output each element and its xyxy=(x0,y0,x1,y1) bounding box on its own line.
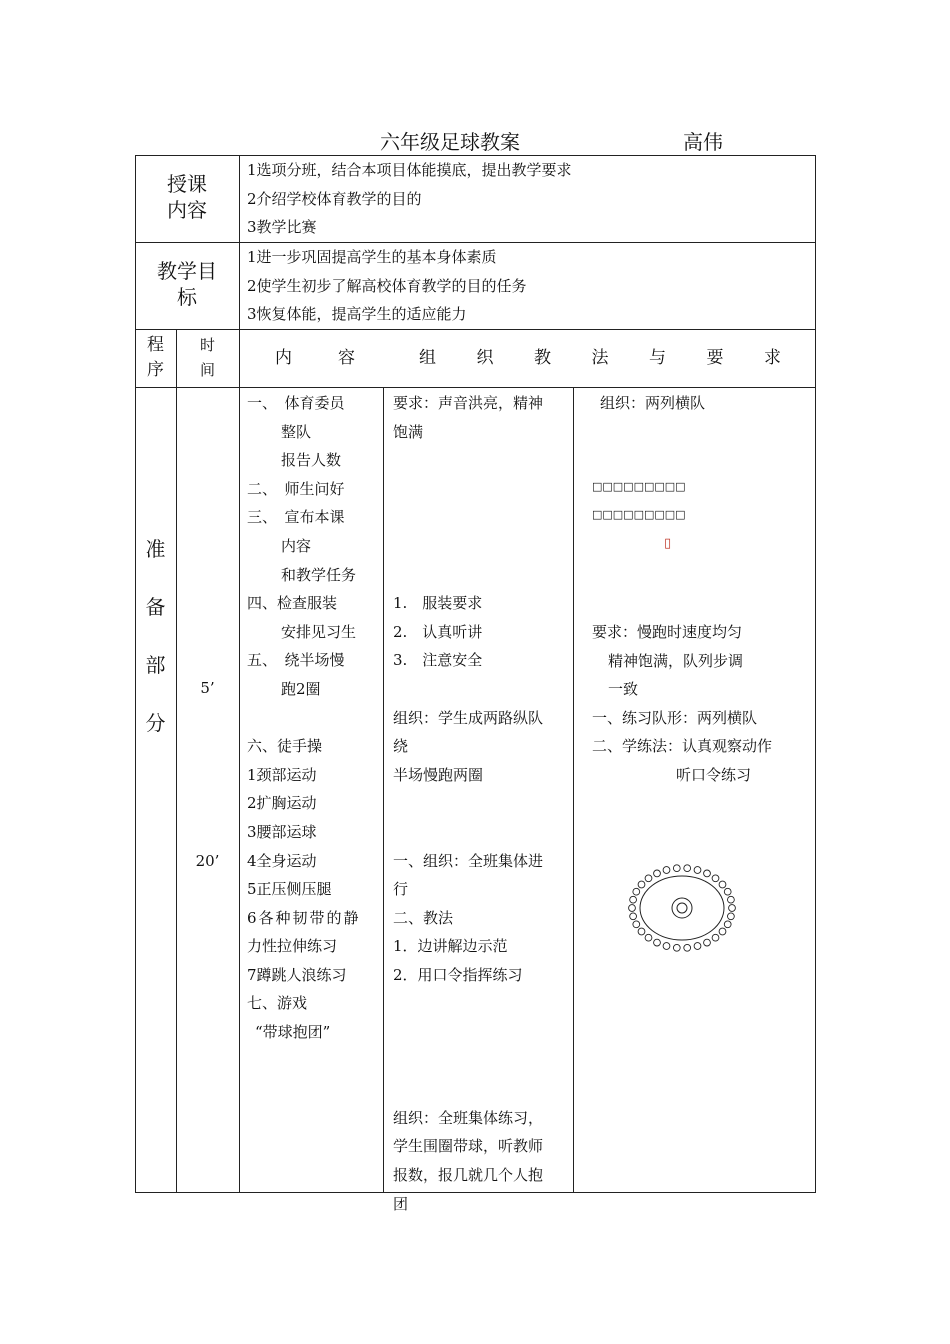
content-line: 七、游戏 xyxy=(247,994,308,1013)
content-line: 六、徒手操 xyxy=(247,737,323,756)
header-org-char: 求 xyxy=(764,348,781,368)
content-line: 7蹲跳人浪练习 xyxy=(247,965,347,984)
goal-item: 2使学生初步了解高校体育教学的目的任务 xyxy=(247,276,527,295)
content-line: 一、 体育委员 xyxy=(247,394,345,412)
header-seq xyxy=(135,333,176,383)
student-dot xyxy=(645,875,652,882)
student-dot xyxy=(684,865,691,872)
section-char: 准 xyxy=(145,537,166,561)
student-dot xyxy=(629,905,636,912)
header-org-char: 组 xyxy=(419,348,436,368)
header-time xyxy=(176,333,239,383)
header-content-b: 容 xyxy=(338,348,355,368)
content-line: 跑2圈 xyxy=(281,679,321,698)
content-line: 五、 绕半场慢 xyxy=(247,651,345,670)
org-req-line: 一、练习队形：两列横队 xyxy=(592,708,758,727)
method-line: 组织：学生成两路纵队 xyxy=(393,708,544,727)
org-req-line: 二、学练法：认真观察动作 xyxy=(592,737,773,756)
student-dot xyxy=(712,934,719,941)
student-dot xyxy=(663,943,670,950)
content-line: 整队 xyxy=(281,422,312,441)
method-line xyxy=(393,475,571,504)
method-line: 组织：全班集体练习， xyxy=(393,1108,544,1127)
method-line xyxy=(393,446,571,475)
method-line: 二、教法 xyxy=(393,908,454,927)
header-content-a: 内 xyxy=(275,348,292,368)
student-dot xyxy=(684,944,691,951)
student-dot xyxy=(633,921,640,928)
student-dot xyxy=(638,881,645,888)
student-dot xyxy=(694,867,701,874)
method-line: 行 xyxy=(393,880,409,899)
section-char: 部 xyxy=(145,653,166,677)
circle-formation-diagram xyxy=(626,862,738,954)
teacher-marker-icon: ▯ xyxy=(664,536,672,551)
header-org-char: 要 xyxy=(706,348,724,368)
student-dot xyxy=(663,867,670,874)
student-dot xyxy=(704,939,711,946)
method-line xyxy=(393,675,571,704)
method-line xyxy=(393,561,571,590)
course-items xyxy=(247,156,572,242)
method-line xyxy=(393,818,571,847)
course-item: 3教学比赛 xyxy=(247,218,317,237)
header-seq-b: 序 xyxy=(147,360,164,380)
formation-row-2: □□□□□□□□□ xyxy=(592,508,686,521)
circle-boundary xyxy=(640,876,724,940)
content-column xyxy=(247,389,381,1047)
org-requirements xyxy=(592,618,812,790)
goals-label-a: 教学目 xyxy=(157,259,217,283)
student-dot xyxy=(728,913,735,920)
student-dot xyxy=(719,881,726,888)
student-dot xyxy=(704,870,711,877)
org-req-line: 一致 xyxy=(608,680,639,699)
header-org-char: 与 xyxy=(649,348,666,368)
org-req-line: 精神饱满，队列步调 xyxy=(608,651,744,670)
method-line xyxy=(393,1018,571,1047)
method-line xyxy=(393,789,571,818)
goal-item: 1进一步巩固提高学生的基本身体素质 xyxy=(247,248,497,266)
content-line: 报告人数 xyxy=(281,451,342,470)
student-dot xyxy=(654,939,661,946)
content-line: 2扩胸运动 xyxy=(247,794,317,813)
content-line: 内容 xyxy=(281,536,312,555)
method-line: 饱满 xyxy=(393,422,424,441)
goals-items xyxy=(247,243,527,329)
goals-label-b: 标 xyxy=(177,285,197,309)
header-seq-a: 程 xyxy=(147,335,164,355)
content-line xyxy=(247,704,381,733)
method-line: 团 xyxy=(393,1194,409,1213)
header-content xyxy=(275,345,355,371)
goal-item: 3恢复体能，提高学生的适应能力 xyxy=(247,305,467,324)
goals-label xyxy=(135,258,239,310)
method-line: 2．用口令指挥练习 xyxy=(393,965,523,984)
method-column xyxy=(393,389,571,1218)
header-org-char: 法 xyxy=(591,348,609,368)
content-line: 3腰部运球 xyxy=(247,822,317,841)
section-label xyxy=(135,520,176,752)
header-org-char: 教 xyxy=(534,348,551,368)
course-label-b: 内容 xyxy=(167,198,207,222)
content-line: 安排见习生 xyxy=(281,622,357,641)
student-dot xyxy=(645,934,652,941)
content-line: 二、 师生问好 xyxy=(247,479,345,498)
method-line: 报数，报几就几个人抱 xyxy=(393,1166,544,1185)
student-dot xyxy=(719,928,726,935)
document-author: 高伟 xyxy=(683,130,723,154)
time-2: 20’ xyxy=(195,852,220,870)
method-line: 1．边讲解边示范 xyxy=(393,937,508,956)
method-line xyxy=(393,532,571,561)
ball-icon-inner xyxy=(677,903,687,913)
student-ring xyxy=(629,865,736,951)
student-dot xyxy=(673,944,680,951)
student-dot xyxy=(673,865,680,872)
method-line: 1. 服装要求 xyxy=(393,594,483,613)
section-char: 备 xyxy=(145,595,166,619)
method-line: 3. 注意安全 xyxy=(393,651,483,670)
method-line: 2. 认真听讲 xyxy=(393,622,483,641)
student-dot xyxy=(728,896,735,903)
document-title: 六年级足球教案 xyxy=(380,130,520,154)
content-line: 四、检查服装 xyxy=(247,594,338,613)
content-line: 4全身运动 xyxy=(247,851,317,870)
org-formation-label: 组织：两列横队 xyxy=(600,394,706,412)
method-line: 半场慢跑两圈 xyxy=(393,765,484,784)
time-1: 5’ xyxy=(200,679,215,697)
method-line xyxy=(393,989,571,1018)
method-line: 一、组织：全班集体进 xyxy=(393,851,544,870)
method-line xyxy=(393,503,571,532)
org-req-line: 要求：慢跑时速度均匀 xyxy=(592,623,743,641)
content-line: 1颈部运动 xyxy=(247,765,317,784)
header-org-char: 织 xyxy=(476,348,494,368)
method-line: 绕 xyxy=(393,737,409,756)
content-line: 三、 宣布本课 xyxy=(247,508,345,527)
ball-icon xyxy=(672,898,692,918)
content-line: “带球抱团” xyxy=(255,1023,331,1042)
header-time-b: 间 xyxy=(199,361,215,379)
content-line: 力性拉伸练习 xyxy=(247,937,338,956)
course-label-a: 授课 xyxy=(167,172,207,196)
method-line xyxy=(393,1075,571,1104)
section-char: 分 xyxy=(145,711,166,735)
formation-row-1: □□□□□□□□□ xyxy=(592,480,686,493)
content-line: 5正压侧压腿 xyxy=(247,880,332,899)
org-req-line: 听口令练习 xyxy=(676,765,752,784)
course-item: 1选项分班，结合本项目体能摸底，提出教学要求 xyxy=(247,161,572,179)
method-line xyxy=(393,1047,571,1076)
student-dot xyxy=(729,905,736,912)
student-dot xyxy=(724,888,731,895)
student-dot xyxy=(638,928,645,935)
student-dot xyxy=(654,870,661,877)
header-org xyxy=(419,345,781,371)
course-label xyxy=(135,171,239,223)
student-dot xyxy=(633,888,640,895)
student-dot xyxy=(630,896,637,903)
content-line: 6各种韧带的静 xyxy=(247,908,361,927)
student-dot xyxy=(724,921,731,928)
method-line: 学生围圈带球，听教师 xyxy=(393,1137,544,1156)
method-line: 要求：声音洪亮，精神 xyxy=(393,394,544,412)
course-item: 2介绍学校体育教学的目的 xyxy=(247,189,422,208)
student-dot xyxy=(694,943,701,950)
student-dot xyxy=(712,875,719,882)
student-dot xyxy=(630,913,637,920)
content-line: 和教学任务 xyxy=(281,565,357,584)
header-time-a: 时 xyxy=(199,336,215,354)
